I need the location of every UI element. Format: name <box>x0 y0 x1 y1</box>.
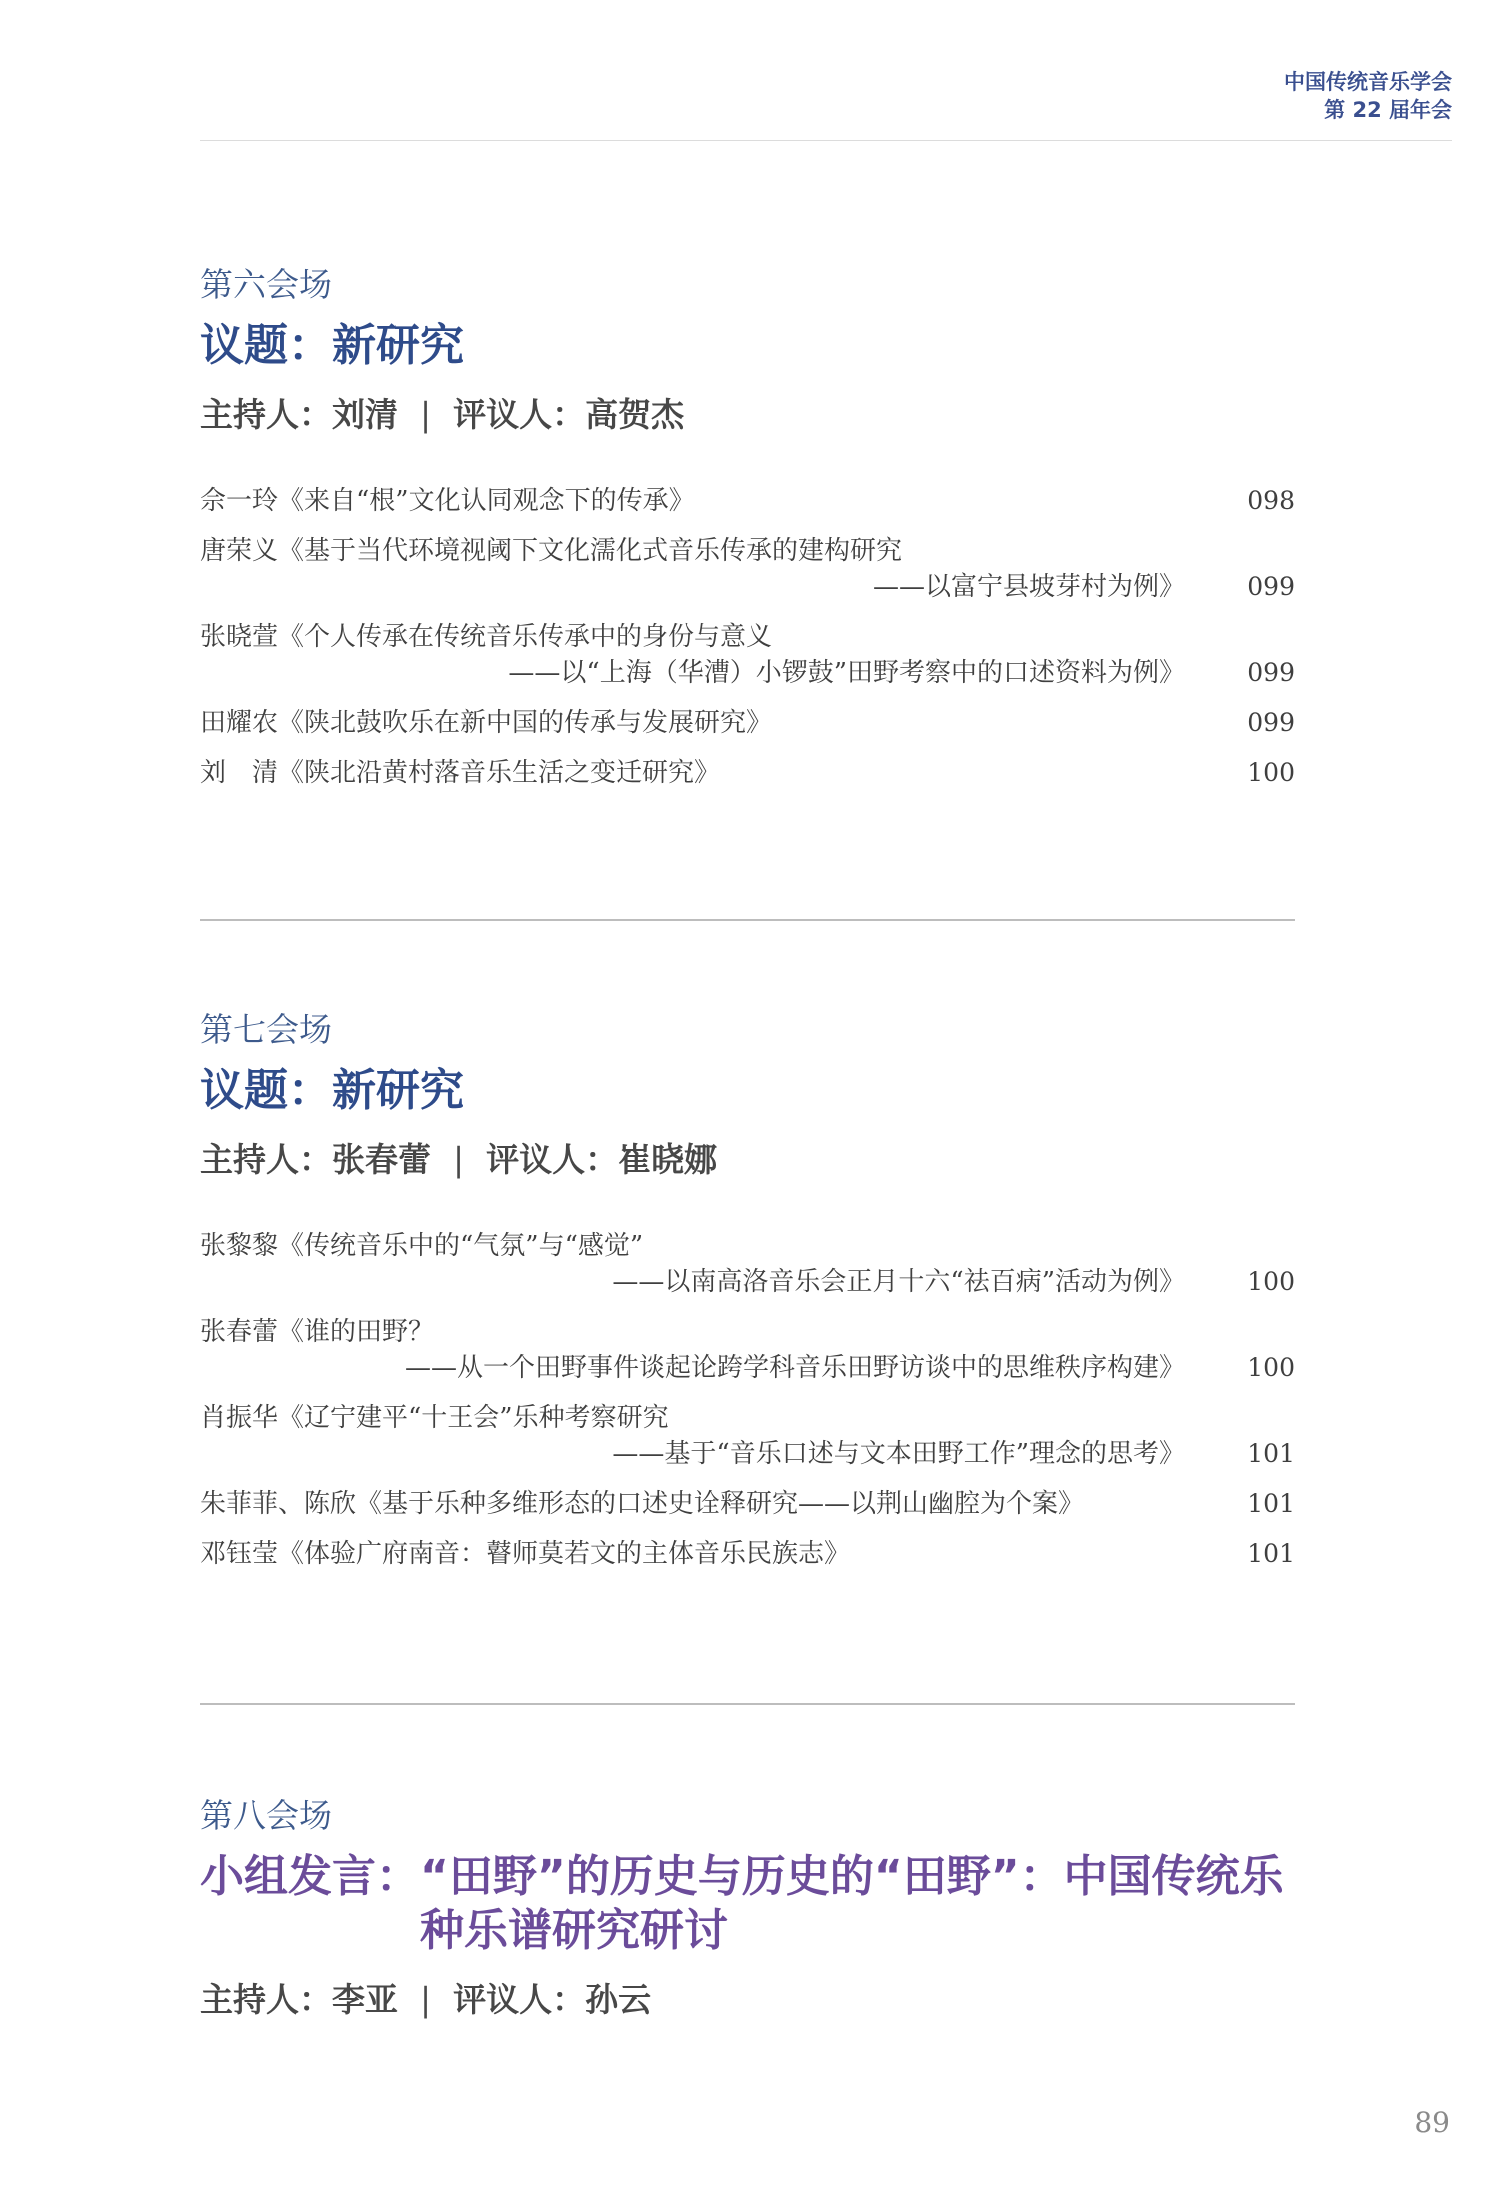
paper-entry <box>200 1400 1295 1472</box>
section-divider <box>200 1703 1295 1705</box>
session-topic <box>200 1850 1295 1958</box>
separator: | <box>453 1140 465 1179</box>
session-topic <box>200 319 1295 373</box>
paper-entry <box>200 1314 1295 1386</box>
session-label: 第七会场 <box>200 1010 332 1049</box>
paper-title-line2: ——以南高洛音乐会正月十六“祛百病”活动为例》 <box>612 1267 1185 1297</box>
session-label: 第八会场 <box>200 1796 332 1835</box>
paper-entry <box>200 1486 1295 1522</box>
paper-title-line1: 刘 清《陕北沿黄村落音乐生活之变迁研究》 <box>200 758 721 788</box>
topic-title: “田野”的历史与历史的“田野”：中国传统乐种乐谱研究研讨 <box>420 1851 1284 1956</box>
separator: | <box>420 395 432 434</box>
paper-page-number: 101 <box>1247 1489 1295 1518</box>
paper-page-number: 100 <box>1247 1267 1295 1296</box>
session-7 <box>200 1010 1295 1586</box>
topic-prefix: 小组发言： <box>200 1851 420 1902</box>
header-rule <box>200 140 1452 141</box>
topic-title: 新研究 <box>332 1065 464 1116</box>
paper-entry <box>200 1536 1295 1572</box>
header-conference-edition: 第 22 届年会 <box>1324 98 1452 122</box>
reviewer-name: 孙云 <box>585 1980 652 2019</box>
paper-title-line1: 肖振华《辽宁建平“十王会”乐种考察研究 <box>200 1403 669 1433</box>
reviewer-name: 高贺杰 <box>585 395 685 434</box>
paper-page-number: 101 <box>1247 1439 1295 1468</box>
host-label: 主持人： <box>200 395 332 434</box>
paper-title-line1: 唐荣义《基于当代环境视阈下文化濡化式音乐传承的建构研究 <box>200 536 903 566</box>
paper-entry <box>200 533 1295 605</box>
header-society-name: 中国传统音乐学会 <box>1284 70 1452 94</box>
paper-title-line1: 邓钰莹《体验广府南音：瞽师莫若文的主体音乐民族志》 <box>200 1539 851 1569</box>
paper-title-line2: ——基于“音乐口述与文本田野工作”理念的思考》 <box>612 1439 1185 1469</box>
paper-list <box>200 483 1295 791</box>
session-8 <box>200 1796 1295 2020</box>
section-divider <box>200 919 1295 921</box>
host-label: 主持人： <box>200 1980 332 2019</box>
paper-entry <box>200 1228 1295 1300</box>
host-name: 刘清 <box>332 395 398 434</box>
separator: | <box>420 1980 432 2019</box>
running-header <box>1284 68 1452 124</box>
host-name: 张春蕾 <box>332 1140 431 1179</box>
paper-entry <box>200 483 1295 519</box>
session-6 <box>200 265 1295 805</box>
paper-page-number: 099 <box>1247 708 1295 737</box>
paper-title-line2: ——以“上海（华漕）小锣鼓”田野考察中的口述资料为例》 <box>508 658 1185 688</box>
topic-title: 新研究 <box>332 320 464 371</box>
paper-title-line2: ——以富宁县坡芽村为例》 <box>872 572 1185 602</box>
paper-title-line1: 张黎黎《传统音乐中的“气氛”与“感觉” <box>200 1231 644 1261</box>
paper-page-number: 100 <box>1247 758 1295 787</box>
host-reviewer-line <box>200 1140 1295 1180</box>
host-reviewer-line <box>200 395 1295 435</box>
paper-list <box>200 1228 1295 1572</box>
paper-title-line1: 张春蕾《谁的田野？ <box>200 1317 435 1347</box>
paper-page-number: 101 <box>1247 1539 1295 1568</box>
paper-title-line1: 田耀农《陕北鼓吹乐在新中国的传承与发展研究》 <box>200 708 773 738</box>
host-reviewer-line <box>200 1980 1295 2020</box>
host-label: 主持人： <box>200 1140 332 1179</box>
paper-title-line1: 张晓萱《个人传承在传统音乐传承中的身份与意义 <box>200 622 773 652</box>
reviewer-label: 评议人： <box>486 1140 619 1179</box>
paper-entry <box>200 619 1295 691</box>
host-name: 李亚 <box>332 1980 398 2019</box>
reviewer-label: 评议人： <box>453 395 586 434</box>
paper-title-line2: ——从一个田野事件谈起论跨学科音乐田野访谈中的思维秩序构建》 <box>404 1353 1185 1383</box>
session-topic <box>200 1064 1295 1118</box>
paper-entry <box>200 705 1295 741</box>
topic-prefix: 议题： <box>200 320 332 371</box>
reviewer-name: 崔晓娜 <box>618 1140 718 1179</box>
reviewer-label: 评议人： <box>453 1980 586 2019</box>
paper-title-line1: 佘一玲《来自“根”文化认同观念下的传承》 <box>200 486 695 516</box>
paper-page-number: 099 <box>1247 658 1295 687</box>
paper-title-line1: 朱菲菲、陈欣《基于乐种多维形态的口述史诠释研究——以荆山幽腔为个案》 <box>200 1489 1085 1519</box>
session-label: 第六会场 <box>200 265 332 304</box>
paper-entry <box>200 755 1295 791</box>
paper-page-number: 099 <box>1247 572 1295 601</box>
topic-prefix: 议题： <box>200 1065 332 1116</box>
page-number: 89 <box>1414 2106 1450 2139</box>
paper-page-number: 098 <box>1247 486 1295 515</box>
paper-page-number: 100 <box>1247 1353 1295 1382</box>
